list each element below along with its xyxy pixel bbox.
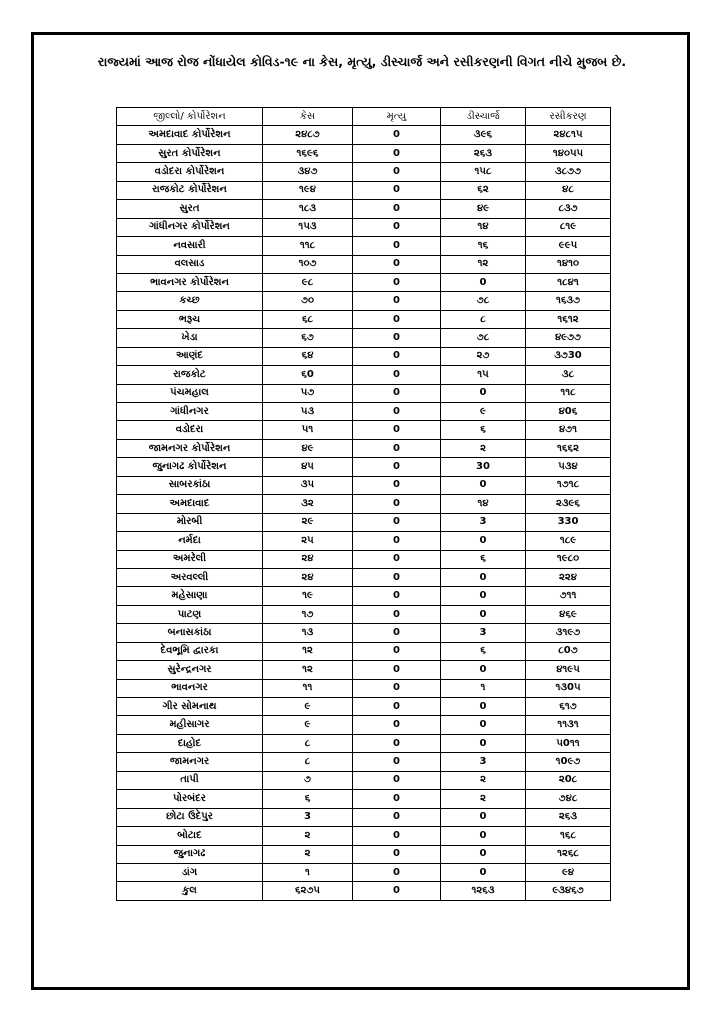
vaccination-cell: ૮૧૯ <box>526 218 611 236</box>
header-cases: કેસ <box>263 108 353 126</box>
district-cell: અમદાવાદ કોર્પોરેશન <box>117 126 263 144</box>
table-row <box>117 366 611 384</box>
vaccination-cell: ૭૧૧ <box>526 587 611 605</box>
discharge-cell: 0 <box>441 716 526 734</box>
vaccination-cell: ૫૩૪ <box>526 458 611 476</box>
cases-cell: ૨ <box>263 845 353 863</box>
district-cell: અમદાવાદ <box>117 495 263 513</box>
deaths-cell: 0 <box>353 218 441 236</box>
deaths-cell: 0 <box>353 126 441 144</box>
cases-cell: ૮ <box>263 753 353 771</box>
vaccination-cell: ૨૬૩ <box>526 808 611 826</box>
discharge-cell: ૧ <box>441 679 526 697</box>
cases-cell: ૯ <box>263 716 353 734</box>
cases-cell: ૩૨ <box>263 495 353 513</box>
discharge-cell: ૬ <box>441 550 526 568</box>
discharge-cell: 0 <box>441 661 526 679</box>
header-district: જીલ્લો/ કોર્પોરેશન <box>117 108 263 126</box>
cases-cell: ૨૯ <box>263 513 353 531</box>
total-vaccination-cell: ૯૩૪૬૭ <box>526 882 611 900</box>
district-cell: ભાવનગર <box>117 679 263 697</box>
deaths-cell: 0 <box>353 845 441 863</box>
cases-cell: ૧૭ <box>263 605 353 623</box>
district-cell: સુરત <box>117 200 263 218</box>
cases-cell: ૪૯ <box>263 439 353 457</box>
deaths-cell: 0 <box>353 200 441 218</box>
deaths-cell: 0 <box>353 439 441 457</box>
vaccination-cell: ૩૭30 <box>526 347 611 365</box>
total-cases-cell: ૬૨૭૫ <box>263 882 353 900</box>
deaths-cell: 0 <box>353 495 441 513</box>
district-cell: રાજકોટ <box>117 366 263 384</box>
header-vaccination: રસીકરણ <box>526 108 611 126</box>
district-cell: બોટાદ <box>117 827 263 845</box>
table-row <box>117 144 611 162</box>
discharge-cell: 0 <box>441 605 526 623</box>
discharge-cell: 0 <box>441 808 526 826</box>
deaths-cell: 0 <box>353 808 441 826</box>
table-row <box>117 698 611 716</box>
deaths-cell: 0 <box>353 698 441 716</box>
district-cell: પોરબંદર <box>117 790 263 808</box>
district-cell: જુનાગઢ <box>117 845 263 863</box>
table-row <box>117 642 611 660</box>
vaccination-cell: ૧૬૩૭ <box>526 292 611 310</box>
deaths-cell: 0 <box>353 255 441 273</box>
vaccination-cell: ૧૮૪૧ <box>526 273 611 291</box>
vaccination-cell: ૧૬૬૨ <box>526 439 611 457</box>
cases-cell: ૧૨ <box>263 661 353 679</box>
deaths-cell: 0 <box>353 237 441 255</box>
vaccination-cell: ૬૧૭ <box>526 698 611 716</box>
cases-cell: ૬૮ <box>263 310 353 328</box>
cases-cell: ૧૧૮ <box>263 237 353 255</box>
district-cell: વડોદરા કોર્પોરેશન <box>117 163 263 181</box>
cases-cell: ૩૫ <box>263 476 353 494</box>
vaccination-cell: ૧૬૧૨ <box>526 310 611 328</box>
table-row <box>117 827 611 845</box>
discharge-cell: ૨ <box>441 771 526 789</box>
discharge-cell: ૮ <box>441 310 526 328</box>
cases-cell: ૬૪ <box>263 347 353 365</box>
discharge-cell: ૨ <box>441 790 526 808</box>
cases-cell: ૧૨ <box>263 642 353 660</box>
district-cell: નવસારી <box>117 237 263 255</box>
table-row <box>117 845 611 863</box>
table-row <box>117 863 611 881</box>
cases-cell: ૯૮ <box>263 273 353 291</box>
table-row <box>117 679 611 697</box>
table-row <box>117 292 611 310</box>
discharge-cell: 30 <box>441 458 526 476</box>
discharge-cell: 0 <box>441 827 526 845</box>
cases-cell: ૫૭ <box>263 384 353 402</box>
district-cell: પાટણ <box>117 605 263 623</box>
vaccination-cell: ૧૩0૫ <box>526 679 611 697</box>
vaccination-cell: ૩૮૭૭ <box>526 163 611 181</box>
discharge-cell: 0 <box>441 863 526 881</box>
district-cell: આણંદ <box>117 347 263 365</box>
district-cell: વડોદરા <box>117 421 263 439</box>
vaccination-cell: ૧૯૮૦ <box>526 550 611 568</box>
discharge-cell: 0 <box>441 568 526 586</box>
deaths-cell: 0 <box>353 144 441 162</box>
cases-cell: ૨૪૮૭ <box>263 126 353 144</box>
total-discharge-cell: ૧૨૬૩ <box>441 882 526 900</box>
district-cell: બનાસકાંઠા <box>117 624 263 642</box>
district-cell: તાપી <box>117 771 263 789</box>
vaccination-cell: ૪0૬ <box>526 403 611 421</box>
deaths-cell: 0 <box>353 661 441 679</box>
discharge-cell: ૪૯ <box>441 200 526 218</box>
district-cell: ખેડા <box>117 329 263 347</box>
deaths-cell: 0 <box>353 734 441 752</box>
table-row <box>117 421 611 439</box>
district-cell: કચ્છ <box>117 292 263 310</box>
vaccination-cell: ૧૮૯ <box>526 532 611 550</box>
district-cell: રાજકોટ કોર્પોરેશન <box>117 181 263 199</box>
table-row <box>117 476 611 494</box>
discharge-cell: 0 <box>441 698 526 716</box>
district-cell: ગાંધીનગર કોર્પોરેશન <box>117 218 263 236</box>
table-row <box>117 273 611 291</box>
district-cell: ડાંગ <box>117 863 263 881</box>
deaths-cell: 0 <box>353 568 441 586</box>
table-header-row <box>117 108 611 126</box>
header-deaths: મૃત્યુ <box>353 108 441 126</box>
vaccination-cell: ૪૭૧ <box>526 421 611 439</box>
discharge-cell: ૨૬૩ <box>441 144 526 162</box>
table-row <box>117 513 611 531</box>
table-row <box>117 126 611 144</box>
discharge-cell: ૬૨ <box>441 181 526 199</box>
cases-cell: ૪૫ <box>263 458 353 476</box>
district-cell: નર્મદા <box>117 532 263 550</box>
vaccination-cell: ૪૯૭૭ <box>526 329 611 347</box>
cases-cell: ૧૫૩ <box>263 218 353 236</box>
covid-data-table <box>116 107 611 901</box>
deaths-cell: 0 <box>353 181 441 199</box>
vaccination-cell: ૧૪૧૦ <box>526 255 611 273</box>
discharge-cell: ૯ <box>441 403 526 421</box>
cases-cell: ૬ <box>263 790 353 808</box>
cases-cell: ૧૦૭ <box>263 255 353 273</box>
table-row <box>117 255 611 273</box>
vaccination-cell: ૨૩૯૬ <box>526 495 611 513</box>
vaccination-cell: 330 <box>526 513 611 531</box>
vaccination-cell: ૧૪૦૫૫ <box>526 144 611 162</box>
discharge-cell: 3 <box>441 624 526 642</box>
table-row <box>117 808 611 826</box>
vaccination-cell: ૧૧૮ <box>526 384 611 402</box>
district-cell: મોરબી <box>117 513 263 531</box>
vaccination-cell: ૧૬૮ <box>526 827 611 845</box>
discharge-cell: 0 <box>441 273 526 291</box>
cases-cell: ૭ <box>263 771 353 789</box>
deaths-cell: 0 <box>353 421 441 439</box>
vaccination-cell: ૨૪૮૧૫ <box>526 126 611 144</box>
discharge-cell: 0 <box>441 532 526 550</box>
cases-cell: ૯ <box>263 698 353 716</box>
vaccination-cell: ૯૯૫ <box>526 237 611 255</box>
district-cell: અમરેલી <box>117 550 263 568</box>
deaths-cell: 0 <box>353 458 441 476</box>
vaccination-cell: ૪૧૯૫ <box>526 661 611 679</box>
table-row <box>117 181 611 199</box>
table-row <box>117 237 611 255</box>
deaths-cell: 0 <box>353 310 441 328</box>
table-row <box>117 587 611 605</box>
table-row <box>117 439 611 457</box>
deaths-cell: 0 <box>353 403 441 421</box>
cases-cell: ૧૧ <box>263 679 353 697</box>
deaths-cell: 0 <box>353 790 441 808</box>
vaccination-cell: ૧૨૬૮ <box>526 845 611 863</box>
discharge-cell: ૧૨ <box>441 255 526 273</box>
deaths-cell: 0 <box>353 716 441 734</box>
table-row <box>117 550 611 568</box>
vaccination-cell: ૪૮ <box>526 181 611 199</box>
discharge-cell: ૬ <box>441 421 526 439</box>
district-cell: જામનગર કોર્પોરેશન <box>117 439 263 457</box>
discharge-cell: 3 <box>441 753 526 771</box>
district-cell: જામનગર <box>117 753 263 771</box>
deaths-cell: 0 <box>353 347 441 365</box>
cases-cell: ૬0 <box>263 366 353 384</box>
table-row <box>117 329 611 347</box>
deaths-cell: 0 <box>353 532 441 550</box>
deaths-cell: 0 <box>353 679 441 697</box>
deaths-cell: 0 <box>353 476 441 494</box>
vaccination-cell: ૩૮ <box>526 366 611 384</box>
cases-cell: ૬૭ <box>263 329 353 347</box>
table-row <box>117 200 611 218</box>
total-row <box>117 882 611 900</box>
deaths-cell: 0 <box>353 366 441 384</box>
vaccination-cell: ૭૪૮ <box>526 790 611 808</box>
table-row <box>117 163 611 181</box>
discharge-cell: ૭૮ <box>441 292 526 310</box>
district-cell: ગાંધીનગર <box>117 403 263 421</box>
cases-cell: ૮ <box>263 734 353 752</box>
cases-cell: ૫૧ <box>263 421 353 439</box>
discharge-cell: ૬ <box>441 642 526 660</box>
vaccination-cell: ૮૩૭ <box>526 200 611 218</box>
cases-cell: ૨૫ <box>263 532 353 550</box>
cases-cell: ૭૦ <box>263 292 353 310</box>
deaths-cell: 0 <box>353 605 441 623</box>
cases-cell: 3 <box>263 808 353 826</box>
vaccination-cell: ૮0૭ <box>526 642 611 660</box>
discharge-cell: ૨ <box>441 439 526 457</box>
table-row <box>117 458 611 476</box>
cases-cell: ૩૪૭ <box>263 163 353 181</box>
vaccination-cell: ૫0૧૧ <box>526 734 611 752</box>
district-cell: મહીસાગર <box>117 716 263 734</box>
table-row <box>117 384 611 402</box>
vaccination-cell: ૧0૯૭ <box>526 753 611 771</box>
discharge-cell: ૩૯૬ <box>441 126 526 144</box>
district-cell: ભરૂચ <box>117 310 263 328</box>
vaccination-cell: ૧૭૧૮ <box>526 476 611 494</box>
district-cell: મહેસાણા <box>117 587 263 605</box>
table-row <box>117 790 611 808</box>
deaths-cell: 0 <box>353 624 441 642</box>
cases-cell: ૨૪ <box>263 568 353 586</box>
deaths-cell: 0 <box>353 163 441 181</box>
cases-cell: ૧ <box>263 863 353 881</box>
cases-cell: ૨ <box>263 827 353 845</box>
district-cell: સુરત કોર્પોરેશન <box>117 144 263 162</box>
cases-cell: ૧૯ <box>263 587 353 605</box>
discharge-cell: ૧૫ <box>441 366 526 384</box>
deaths-cell: 0 <box>353 753 441 771</box>
district-cell: જુનાગઢ કોર્પોરેશન <box>117 458 263 476</box>
district-cell: ગીર સોમનાથ <box>117 698 263 716</box>
table-row <box>117 605 611 623</box>
vaccination-cell: ૯૪ <box>526 863 611 881</box>
total-deaths-cell: 0 <box>353 882 441 900</box>
deaths-cell: 0 <box>353 587 441 605</box>
table-row <box>117 310 611 328</box>
deaths-cell: 0 <box>353 273 441 291</box>
discharge-cell: 0 <box>441 734 526 752</box>
table-row <box>117 734 611 752</box>
discharge-cell: 0 <box>441 845 526 863</box>
discharge-cell: 0 <box>441 476 526 494</box>
discharge-cell: 0 <box>441 384 526 402</box>
deaths-cell: 0 <box>353 642 441 660</box>
deaths-cell: 0 <box>353 827 441 845</box>
table-row <box>117 403 611 421</box>
deaths-cell: 0 <box>353 863 441 881</box>
header-discharge: ડીસ્ચાર્જ <box>441 108 526 126</box>
table-row <box>117 661 611 679</box>
table-row <box>117 532 611 550</box>
deaths-cell: 0 <box>353 384 441 402</box>
district-cell: દેવભૂમિ દ્વારકા <box>117 642 263 660</box>
discharge-cell: ૨૭ <box>441 347 526 365</box>
district-cell: ભાવનગર કોર્પોરેશન <box>117 273 263 291</box>
vaccination-cell: ૨૨૪ <box>526 568 611 586</box>
discharge-cell: ૧૬ <box>441 237 526 255</box>
district-cell: છોટા ઉદેપુર <box>117 808 263 826</box>
table-row <box>117 495 611 513</box>
vaccination-cell: ૩૧૯૭ <box>526 624 611 642</box>
table-row <box>117 753 611 771</box>
table-row <box>117 218 611 236</box>
vaccination-cell: ૪૬૯ <box>526 605 611 623</box>
page-title: રાજ્યમાં આજ રોજ નોંધાયેલ કોવિડ-૧૯ ના કેસ, મૃત્યુ, ડીસ્ચાર્જ અને રસીકરણની વિગત નીચે મુજબ છે. <box>97 54 627 69</box>
discharge-cell: 0 <box>441 587 526 605</box>
deaths-cell: 0 <box>353 513 441 531</box>
deaths-cell: 0 <box>353 550 441 568</box>
table-row <box>117 568 611 586</box>
table-row <box>117 716 611 734</box>
discharge-cell: ૧૪ <box>441 218 526 236</box>
district-cell: વલસાડ <box>117 255 263 273</box>
discharge-cell: ૭૮ <box>441 329 526 347</box>
cases-cell: ૧૬૯૬ <box>263 144 353 162</box>
discharge-cell: 3 <box>441 513 526 531</box>
discharge-cell: ૧૫૮ <box>441 163 526 181</box>
total-district-cell: કુલ <box>117 882 263 900</box>
cases-cell: ૫૩ <box>263 403 353 421</box>
cases-cell: ૨૪ <box>263 550 353 568</box>
cases-cell: ૧૩ <box>263 624 353 642</box>
table-row <box>117 624 611 642</box>
deaths-cell: 0 <box>353 292 441 310</box>
district-cell: અરવલ્લી <box>117 568 263 586</box>
table-row <box>117 347 611 365</box>
district-cell: દાહોદ <box>117 734 263 752</box>
vaccination-cell: ૧૧૩૧ <box>526 716 611 734</box>
deaths-cell: 0 <box>353 771 441 789</box>
district-cell: સાબરકાંઠા <box>117 476 263 494</box>
discharge-cell: ૧૪ <box>441 495 526 513</box>
table-row <box>117 771 611 789</box>
deaths-cell: 0 <box>353 329 441 347</box>
cases-cell: ૧૯૪ <box>263 181 353 199</box>
cases-cell: ૧૮૩ <box>263 200 353 218</box>
district-cell: સુરેન્દ્રનગર <box>117 661 263 679</box>
district-cell: પંચમહાલ <box>117 384 263 402</box>
vaccination-cell: ૨0૮ <box>526 771 611 789</box>
